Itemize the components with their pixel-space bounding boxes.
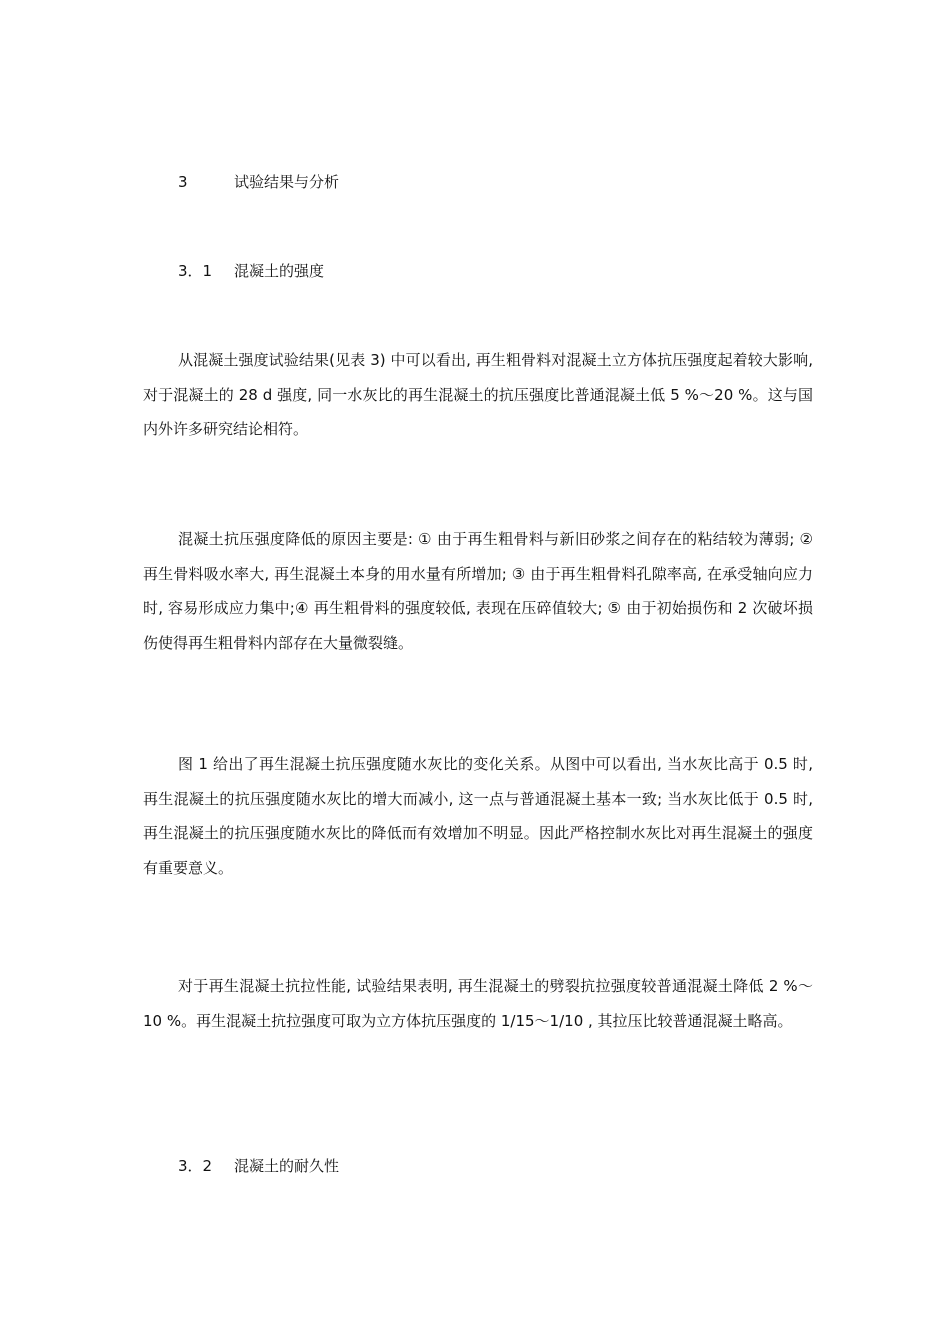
section-title: 混凝土的耐久性 (234, 1157, 340, 1175)
section-title: 试验结果与分析 (234, 173, 340, 191)
paragraph-strength-results: 从混凝土强度试验结果(见表 3) 中可以看出, 再生粗骨料对混凝土立方体抗压强度起着较大影响, 对于混凝土的 28 d 强度, 同一水灰比的再生混凝土的抗压强度比普通混凝土低 5 %～20 %。这与国内外许多研究结论相符。 (143, 351, 813, 439)
section-heading-3-1 (178, 261, 324, 281)
section-title: 混凝土的强度 (234, 262, 325, 280)
section-number: 3 (178, 173, 188, 191)
section-number: 3．2 (178, 1157, 213, 1175)
paragraph-tensile-strength: 对于再生混凝土抗拉性能, 试验结果表明, 再生混凝土的劈裂抗拉强度较普通混凝土降低 2 %～10 %。再生混凝土抗拉强度可取为立方体抗压强度的 1/15～1/10 , 其拉压比较普通混凝土略高。 (143, 977, 813, 1030)
section-heading-3 (178, 172, 339, 192)
paragraph-strength-reasons: 混凝土抗压强度降低的原因主要是: ① 由于再生粗骨料与新旧砂浆之间存在的粘结较为薄弱; ② 再生骨料吸水率大, 再生混凝土本身的用水量有所增加; ③ 由于再生粗骨料孔隙率高, 在承受轴向应力时, 容易形成应力集中;④ 再生粗骨料的强度较低, 表现在压碎值较大; ⑤ 由于初始损伤和 2 次破坏损伤使得再生粗骨料内部存在大量微裂缝。 (143, 530, 813, 652)
paragraph-water-cement-ratio: 图 1 给出了再生混凝土抗压强度随水灰比的变化关系。从图中可以看出, 当水灰比高于 0.5 时, 再生混凝土的抗压强度随水灰比的增大而减小, 这一点与普通混凝土基本一致; 当水灰比低于 0.5 时, 再生混凝土的抗压强度随水灰比的降低而有效增加不明显。因此严格控制水灰比对再生混凝土的强度有重要意义。 (143, 755, 813, 877)
section-number: 3．1 (178, 262, 213, 280)
section-heading-3-2 (178, 1156, 339, 1176)
